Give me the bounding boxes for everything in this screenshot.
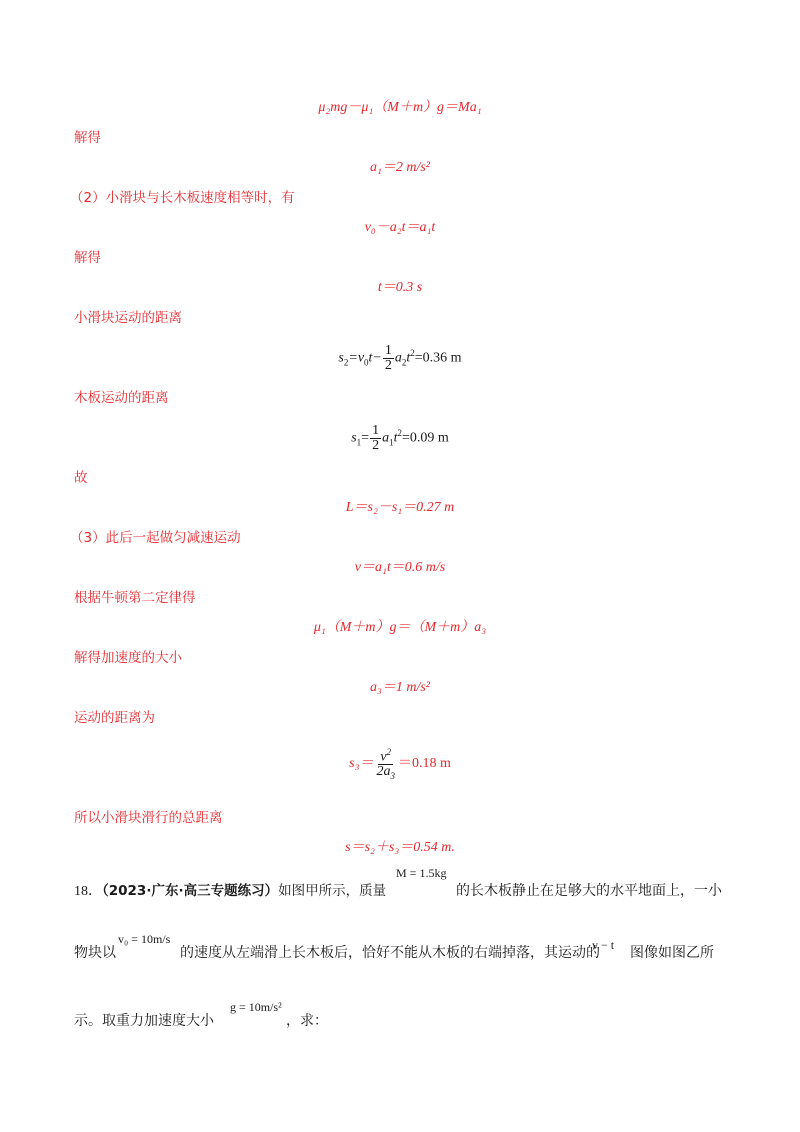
problem-number: 18． [74, 884, 102, 899]
a1-result: a₁＝2 m/s² [369, 160, 430, 175]
problem-text-3: 物块以 [74, 945, 116, 961]
problem-text-5: 图像如图乙所 [630, 945, 714, 961]
problem-text-6: 示。取重力加速度大小 [74, 1013, 214, 1029]
s1-t: t [393, 430, 398, 446]
s1-fraction [370, 424, 381, 453]
equation-2: v₀－a₂t＝a₁t [364, 220, 436, 235]
problem-text-4: 的速度从左端滑上长木板后，恰好不能从木板的右端掉落，其运动的 [180, 945, 600, 961]
part3-label: （3）此后一起做匀减速运动 [70, 530, 241, 546]
s2-v0-subscript: 0 [364, 357, 369, 368]
part2-label: （2）小滑块与长木板速度相等时，有 [70, 190, 295, 206]
accel-label: 解得加速度的大小 [74, 650, 182, 666]
s1-equals: = [361, 430, 370, 446]
a3-result: a₃＝1 m/s² [369, 680, 430, 695]
s2-frac-num: 1 [384, 342, 392, 358]
s1-formula [0, 416, 800, 459]
s3-numerator [378, 745, 393, 766]
therefore-label: 故 [74, 470, 88, 486]
s3-lhs: s₃＝ [349, 756, 374, 771]
solve-label-2: 解得 [74, 250, 101, 266]
s3-num-sup: 2 [386, 746, 392, 757]
s2-tt: t [406, 350, 411, 366]
s3-fraction [374, 745, 397, 783]
s1-superscript: 2 [397, 428, 402, 438]
s2-t: t− [368, 350, 382, 366]
s1-frac-num: 1 [372, 422, 380, 438]
v0-value: v₀ = 10m/s [118, 932, 171, 946]
s2-frac-den: 2 [384, 357, 392, 373]
s3-den: 2a [376, 764, 391, 780]
s2-mid: =v [348, 350, 365, 366]
board-distance-label: 木板运动的距离 [74, 390, 169, 406]
s1-a-subscript: 1 [389, 437, 394, 448]
s2-superscript: 2 [410, 348, 415, 358]
v-result: v＝a₁t＝0.6 m/s [354, 560, 446, 575]
problem-text-1: 如图甲所示，质量 [278, 883, 387, 899]
newton-label: 根据牛顿第二定律得 [74, 590, 196, 606]
solve-label-1: 解得 [74, 130, 101, 146]
total-label: 所以小滑块滑行的总距离 [74, 810, 223, 826]
slider-distance-label: 小滑块运动的距离 [74, 310, 182, 326]
s3-den-sub: 3 [390, 771, 395, 782]
s1-subscript: 1 [356, 437, 362, 448]
s3-num-v: v [380, 749, 387, 765]
problem18-line1 [74, 882, 386, 901]
s3-result: ＝0.18 m [397, 756, 451, 771]
s2-a-subscript: 2 [401, 357, 407, 368]
s1-frac-den: 2 [372, 437, 380, 453]
mass-value: M = 1.5kg [396, 866, 447, 880]
equation-1: μ₂mg－μ₁（M＋m）g＝Ma₁ [318, 100, 482, 115]
total-result: s＝s₂＋s₃＝0.54 m. [345, 840, 455, 855]
s1-result: =0.09 m [401, 430, 449, 446]
s2-fraction [383, 344, 394, 373]
s1-a: a [382, 430, 390, 446]
s2-formula [0, 336, 800, 379]
s2-subscript: 2 [343, 357, 349, 368]
vt-label: v − t [592, 938, 615, 952]
s2-result: =0.36 m [414, 350, 462, 366]
s1-symbol: s [351, 430, 357, 446]
problem-text-2: 的长木板静止在足够大的水平地面上，一小 [456, 883, 722, 899]
problem-source: （2023·广东·高三专题练习） [102, 883, 279, 899]
motion-distance-label: 运动的距离为 [74, 710, 155, 726]
t-result: t＝0.3 s [377, 280, 423, 295]
s3-denominator [374, 765, 397, 783]
g-value: g = 10m/s² [230, 1000, 282, 1014]
s3-formula [0, 744, 800, 784]
problem-text-7: ，求： [286, 1013, 328, 1029]
equation-3: μ₁（M＋m）g＝（M＋m）a₃ [313, 620, 487, 635]
L-result: L＝s₂－s₁＝0.27 m [345, 500, 455, 515]
s2-symbol: s [338, 350, 344, 366]
s2-a: a [394, 350, 402, 366]
